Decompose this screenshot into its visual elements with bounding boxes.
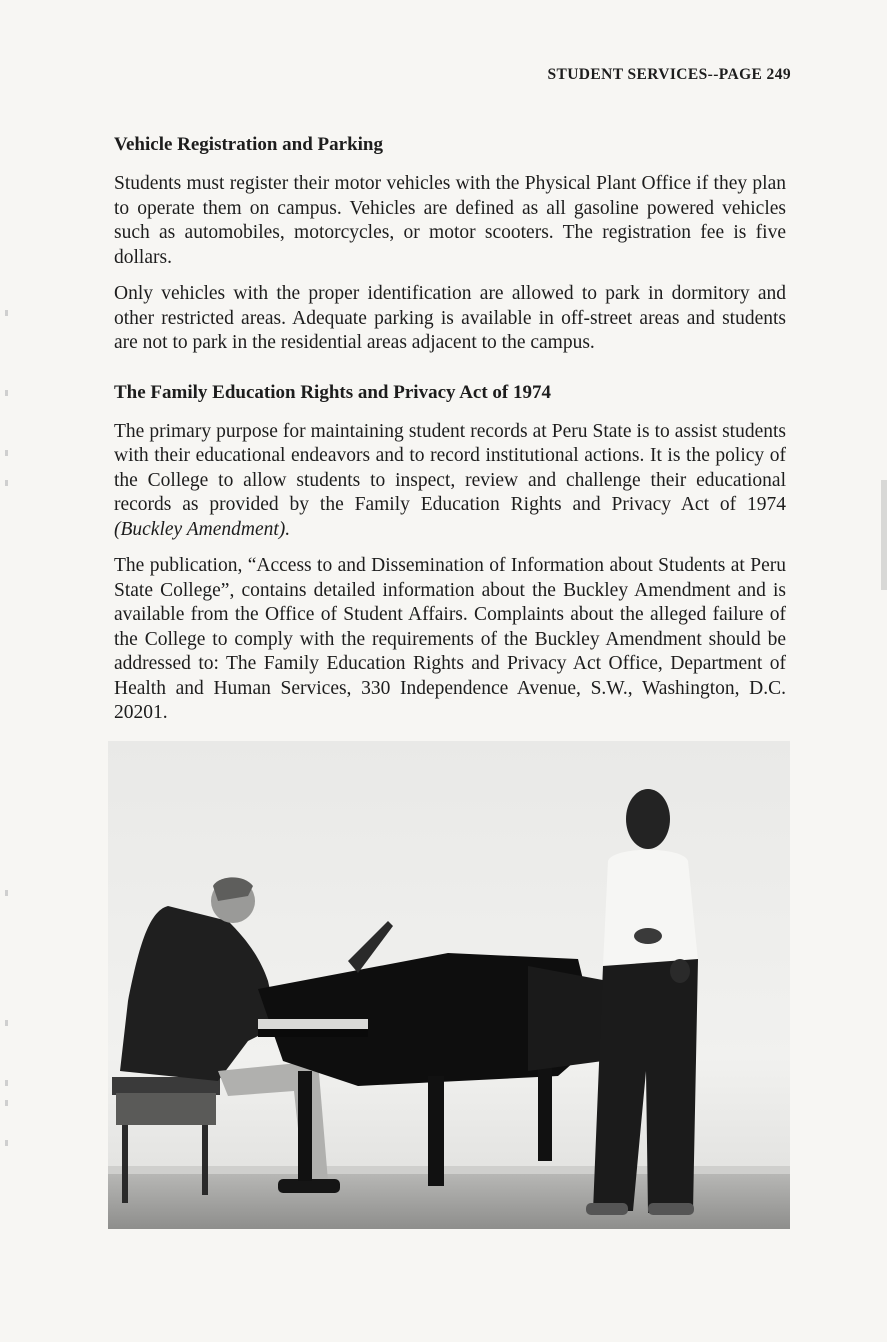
paragraph-vehicle-registration: Students must register their motor vehicles with the Physical Plant Office if they plan to operate them on campus. Vehicles are defined as all gasoline powered vehicles such as automobiles, motorcycles, or motor scooters. The registration fee is five dollars. (114, 173, 786, 268)
paragraph-ferpa-publication: The publication, “Access to and Dissemination of Information about Students at Peru State College”, contains detailed information about the Buckley Amendment and is available from the Office of Student Affairs. Complaints about the alleged failure of the College to comply with the requirements of the Buckley Amendment should be addressed to: The Family Education Rights and Privacy Act Office, Department of Health and Human Services, 330 Independence Avenue, S.W., Washington, D.C. 20201. (114, 555, 786, 723)
photo-piano-recital (108, 741, 790, 1229)
page-header: STUDENT SERVICES--PAGE 249 (547, 66, 791, 83)
section-heading-ferpa: The Family Education Rights and Privacy Act of 1974 (114, 381, 552, 403)
scan-right-edge (881, 480, 887, 590)
paragraph-ferpa-purpose-text: The primary purpose for maintaining student records at Peru State is to assist students with their educational endeavors and to record institutional actions. It is the policy of the College to allow students to inspect, review and challenge their educational records as provided by the Family Education Rights and Privacy Act of 1974 (114, 420, 786, 515)
paragraph-vehicle-parking: Only vehicles with the proper identification are allowed to park in dormitory and other restricted areas. Adequate parking is available in off-street areas and students are not to park in the residential areas adjacent to the campus. (114, 283, 786, 353)
section-heading-vehicle: Vehicle Registration and Parking (114, 134, 383, 155)
page-content (114, 132, 786, 738)
scan-edge-marks (3, 300, 11, 1200)
buckley-amendment-note: (Buckley Amendment). (114, 518, 291, 540)
paragraph-ferpa-purpose (114, 420, 786, 543)
